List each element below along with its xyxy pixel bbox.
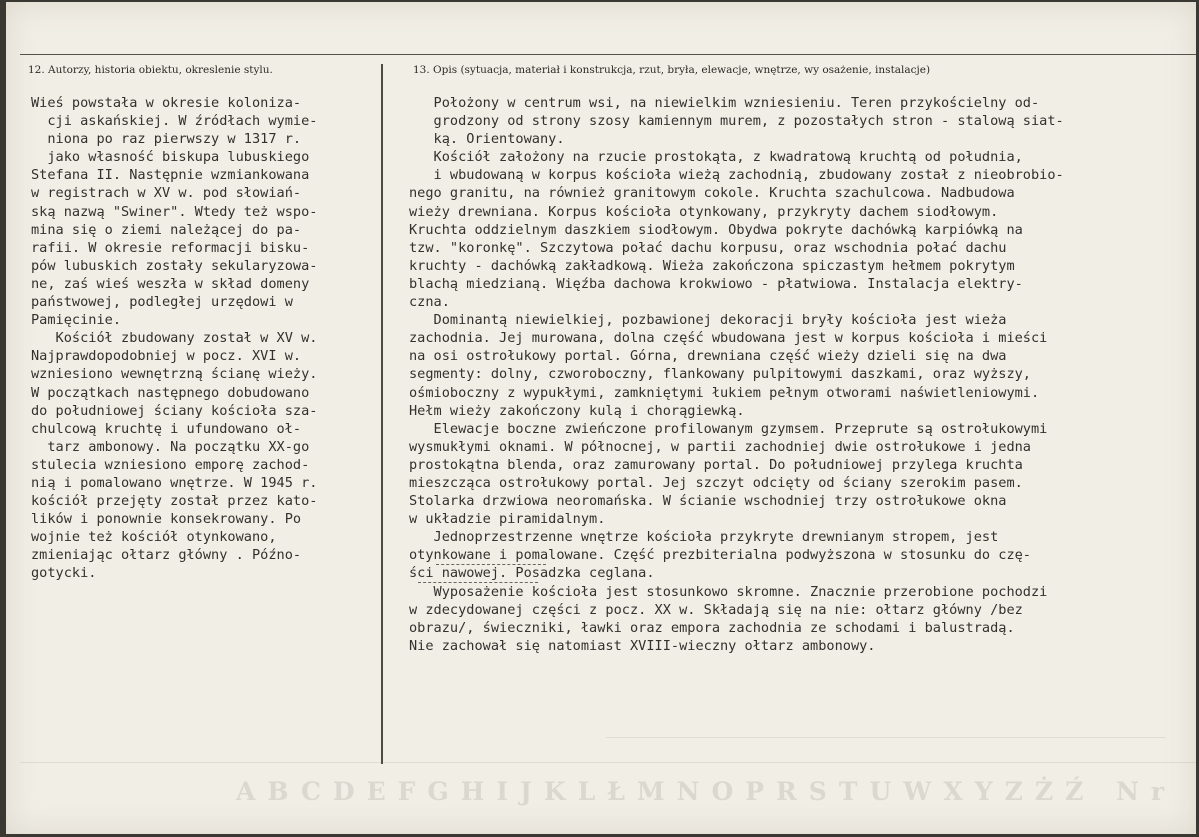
history-text-line: nią i pomalowano wnętrze. W 1945 r. [31,474,318,491]
description-text-line: prostokątna blenda, oraz zamurowany portal. Do południowej przylega kruchta [409,456,1023,473]
description-text-line: wysmukłymi oknami. W północnej, w partii zachodniej dwie ostrołukowe i jedna [409,438,1031,455]
history-text-line: Stefana II. Następnie wzmiankowana [31,167,310,184]
history-text-line: do południowej ściany kościoła sza- [31,402,318,419]
section-13-heading: 13. Opis (sytuacja, materiał i konstrukcja, rzut, bryła, elewacje, wnętrze, wy osażenie, instalacje) [413,64,931,76]
history-text-line: tarz ambonowy. Na początku XX-go [31,438,310,455]
description-text-line: Wyposażenie kościoła jest stosunkowo skromne. Znacznie przerobione pochodzi [409,583,1048,600]
description-text-line: Hełm wieży zakończony kulą i chorągiewką. [409,402,745,419]
history-text-line: kościół przejęty został przez kato- [31,493,318,510]
description-text-line: blachą miedzianą. Więźba dachowa krokwiowo - płatwiowa. Instalacja elektry- [409,275,1023,292]
history-text-line: ne, zaś wieś weszła w skład domeny [31,275,310,292]
description-text-line: obrazu/, świeczniki, ławki oraz empora zachodnia ze schodami i balustradą. [409,619,1015,636]
inventory-card [6,2,1196,834]
history-text-line: mina się o ziemi należącej do pa- [31,221,302,238]
description-text-line: nego granitu, na również granitowym cokole. Kruchta szachulcowa. Nadbudowa [409,185,1015,202]
history-text-line: W początkach następnego dobudowano [31,384,310,401]
description-text-line: tzw. "koronkę". Szczytowa połać dachu korpusu, oraz wschodnia połać dachu [409,239,1007,256]
history-text-line: pów lubuskich zostały sekularyzowa- [31,257,318,274]
description-text-line: ką. Orientowany. [409,131,565,148]
history-text-line: chulcową kruchtę i ufundowano oł- [31,420,302,437]
form-alphabet-strip: ABCDEFGHIJKLŁMNOPRSTUWXYZŻŹ Nr [236,777,1177,806]
description-text-line: i wbudowaną w korpus kościoła wieżą zachodnią, zbudowany został z nieobrobio- [409,167,1064,184]
history-text-line: zmieniając ołtarz główny . Późno- [31,547,302,564]
description-text-line: Nie zachował się natomiast XVIII-wieczny ołtarz ambonowy. [409,637,876,654]
description-text-line: w układzie piramidalnym. [409,511,606,528]
history-text [31,94,317,583]
history-text-line: stulecia wzniesiono emporę zachod- [31,456,310,473]
description-text-line: Położony w centrum wsi, na niewielkim wzniesieniu. Teren przykościelny od- [409,95,1040,111]
description-text-line: Stolarka drzwiowa neoromańska. W ścianie wschodniej trzy ostrołukowe okna [409,493,1007,510]
description-text-line: Elewacje boczne zwieńczone profilowanym gzymsem. Przeprute są ostrołukowymi [409,420,1048,437]
description-text [409,94,1064,655]
history-text-line: państwowej, podległej urzędowi w [31,294,293,311]
description-text-line: Jednoprzestrzenne wnętrze kościoła przykryte drewnianym stropem, jest [409,529,999,546]
description-text-line: ośmioboczny z wypukłymi, zamkniętymi łukiem pełnym otworami naświetleniowymi. [409,384,1040,401]
description-text-line: ści nawowej. Posadzka ceglana. [409,565,655,582]
top-rule [20,54,1196,55]
description-text-line: wieży drewniana. Korpus kościoła otynkowany, przykryty dachem siodłowym. [409,203,999,220]
history-text-line: gotycki. [31,565,97,582]
column-divider [381,64,383,764]
history-text-line: jako własność biskupa lubuskiego [31,149,310,166]
show-through-form [20,762,230,826]
description-text-line: Kruchta oddzielnym daszkiem siodłowym. Obydwa pokryte dachówką karpiówką na [409,221,1023,238]
history-text-line: Pamięcinie. [31,312,122,329]
description-text-line: czna. [409,294,450,311]
description-text-line: grodzony od strony szosy kamiennym murem, z pozostałych stron - stalową siat- [409,113,1064,130]
history-text-line: wzniesiono wewnętrzną ścianę wieży. [31,366,318,383]
history-text-line: ską nazwą "Swiner". Wtedy też wspo- [31,203,318,220]
description-text-line: segmenty: dolny, czworoboczny, flankowany pulpitowymi daszkami, oraz wyższy, [409,366,1031,383]
history-text-line: cji askańskiej. W źródłach wymie- [31,113,318,130]
history-text-line: lików i ponownie konsekrowany. Po [31,511,302,528]
history-text-line: wojnie też kościół otynkowano, [31,529,277,546]
description-text-line: Dominantą niewielkiej, pozbawionej dekoracji bryły kościoła jest wieża [409,312,1007,329]
description-text-line: w zdecydowanej części z pocz. XX w. Składają się na nie: ołtarz główny /bez [409,601,1023,618]
description-text-line: otynkowane i pomalowane. Część prezbiterialna podwyższona w stosunku do czę- [409,547,1031,564]
section-12-heading: 12. Autorzy, historia obiektu, okreslenie stylu. [28,64,273,76]
history-text-line: Wieś powstała w okresie koloniza- [31,95,302,111]
history-text-line: rafii. W okresie reformacji bisku- [31,239,310,256]
history-text-line: Najprawdopodobniej w pocz. XVI w. [31,348,302,365]
description-text-line: mieszcząca ostrołukowy portal. Jej szczyt odcięty od ściany szerokim pasem. [409,474,1023,491]
show-through-line [606,737,1166,738]
history-text-line: w registrach w XV w. pod słowiań- [31,185,302,202]
history-text-line: niona po raz pierwszy w 1317 r. [31,131,302,148]
description-text-line: Kościół założony na rzucie prostokąta, z kwadratową kruchtą od południa, [409,149,1023,166]
typed-underline [418,582,538,584]
description-text-line: zachodnia. Jej murowana, dolna część wbudowana jest w korpus kościoła i mieści [409,330,1048,347]
history-text-line: Kościół zbudowany został w XV w. [31,330,318,347]
description-text-line: na osi ostrołukowy portal. Górna, drewniana część wieży dzieli się na dwa [409,348,1007,365]
description-text-line: kruchty - dachówką zakładkową. Wieża zakończona spiczastym hełmem pokrytym [409,257,1015,274]
typed-underline [436,564,546,566]
